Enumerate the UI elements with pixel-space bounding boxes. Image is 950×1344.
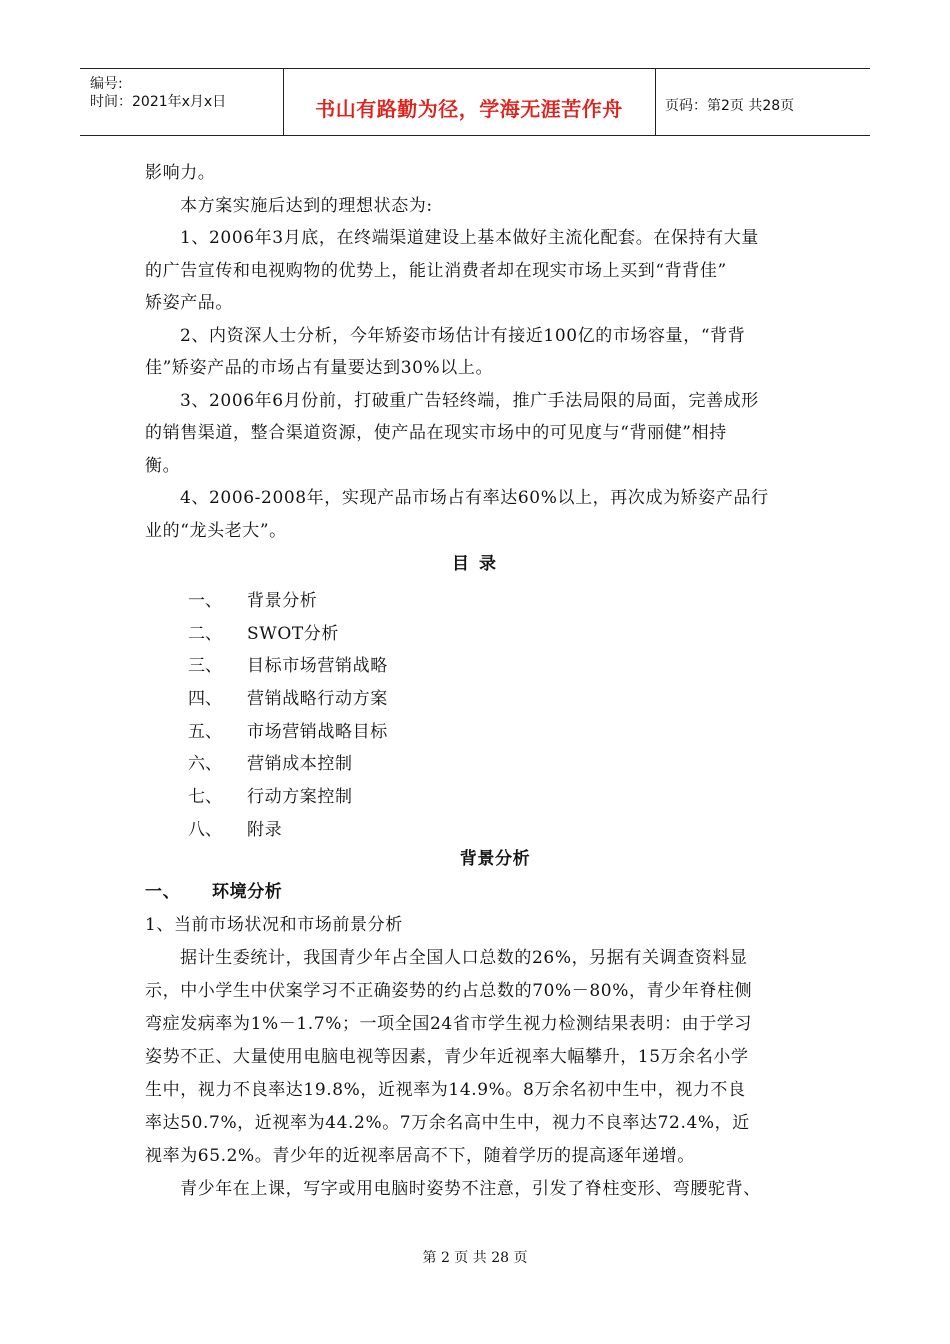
body-line: 视率为65.2%。青少年的近视率居高不下，随着学历的提高逐年递增。 [145,1146,695,1166]
toc-item-text[interactable]: 营销成本控制 [247,754,353,774]
intro-line: 衡。 [145,456,181,476]
page-footer: 第 2 页 共 28 页 [422,1250,528,1266]
toc-item-number: 六、 [188,754,222,774]
body-line: 姿势不正、大量使用电脑电视等因素，青少年近视率大幅攀升，15万余名小学 [145,1047,749,1067]
toc-item-text[interactable]: 行动方案控制 [247,787,353,807]
intro-line: 影响力。 [145,163,216,183]
header-right-cell [655,69,870,135]
body-line: 生中，视力不良率达19.8%，近视率为14.9%。8万余名初中生中，视力不良 [145,1080,746,1100]
page-header [80,68,870,136]
section-title: 背景分析 [459,849,531,869]
toc-item-text[interactable]: SWOT分析 [247,624,339,644]
heading-number: 一、 [145,882,181,902]
intro-line: 矫姿产品。 [145,293,233,313]
intro-line: 的广告宣传和电视购物的优势上，能让消费者却在现实市场上买到“背背佳” [145,261,727,281]
toc-item-text[interactable]: 市场营销战略目标 [247,722,388,742]
toc-item-number: 四、 [188,689,222,709]
intro-line: 3、2006年6月份前，打破重广告轻终端，推广手法局限的局面，完善成形 [180,391,759,411]
toc-item-number: 二、 [188,624,222,644]
body-line: 据计生委统计，我国青少年占全国人口总数的26%，另据有关调查资料显 [180,948,748,968]
toc-item-number: 七、 [188,787,222,807]
intro-line: 本方案实施后达到的理想状态为: [180,196,433,216]
toc-item-text[interactable]: 背景分析 [247,591,318,611]
header-motto: 书山有路勤为径，学海无涯苦作舟 [315,97,623,121]
code-label: 编号: [90,76,123,92]
intro-line: 4、2006-2008年，实现产品市场占有率达60%以上，再次成为矫姿产品行 [180,488,769,508]
toc-item-number: 八、 [188,820,222,840]
toc-item-number: 一、 [188,591,222,611]
page-info: 页码：第2页 共28页 [665,98,795,114]
intro-line: 业的“龙头老大”。 [145,521,287,541]
toc-title: 目 录 [452,554,498,574]
subheading: 1、当前市场状况和市场前景分析 [145,915,403,935]
intro-line: 1、2006年3月底，在终端渠道建设上基本做好主流化配套。在保持有大量 [180,228,759,248]
body-line: 示，中小学生中伏案学习不正确姿势的约占总数的70%－80%，青少年脊柱侧 [145,981,753,1001]
intro-line: 的销售渠道，整合渠道资源，使产品在现实市场中的可见度与“背丽健”相持 [145,423,727,443]
heading-text: 环境分析 [212,882,283,902]
body-line: 率达50.7%，近视率为44.2%。7万余名高中生中，视力不良率达72.4%，近 [145,1113,750,1133]
toc-item-text[interactable]: 营销战略行动方案 [247,689,388,709]
body-line: 青少年在上课，写字或用电脑时姿势不注意，引发了脊柱变形、弯腰驼背、 [180,1179,761,1199]
header-left-cell [80,69,284,135]
header-middle-cell [283,69,656,135]
intro-line: 佳”矫姿产品的市场占有量要达到30%以上。 [145,358,494,378]
time-label: 时间：2021年x月x日 [90,94,227,110]
toc-item-number: 五、 [188,722,222,742]
toc-item-number: 三、 [188,656,222,676]
intro-line: 2、内资深人士分析，今年矫姿市场估计有接近100亿的市场容量，“背背 [180,326,746,346]
body-line: 弯症发病率为1%－1.7%；一项全国24省市学生视力检测结果表明：由于学习 [145,1014,752,1034]
toc-item-text[interactable]: 目标市场营销战略 [247,656,388,676]
toc-item-text[interactable]: 附录 [247,820,283,840]
